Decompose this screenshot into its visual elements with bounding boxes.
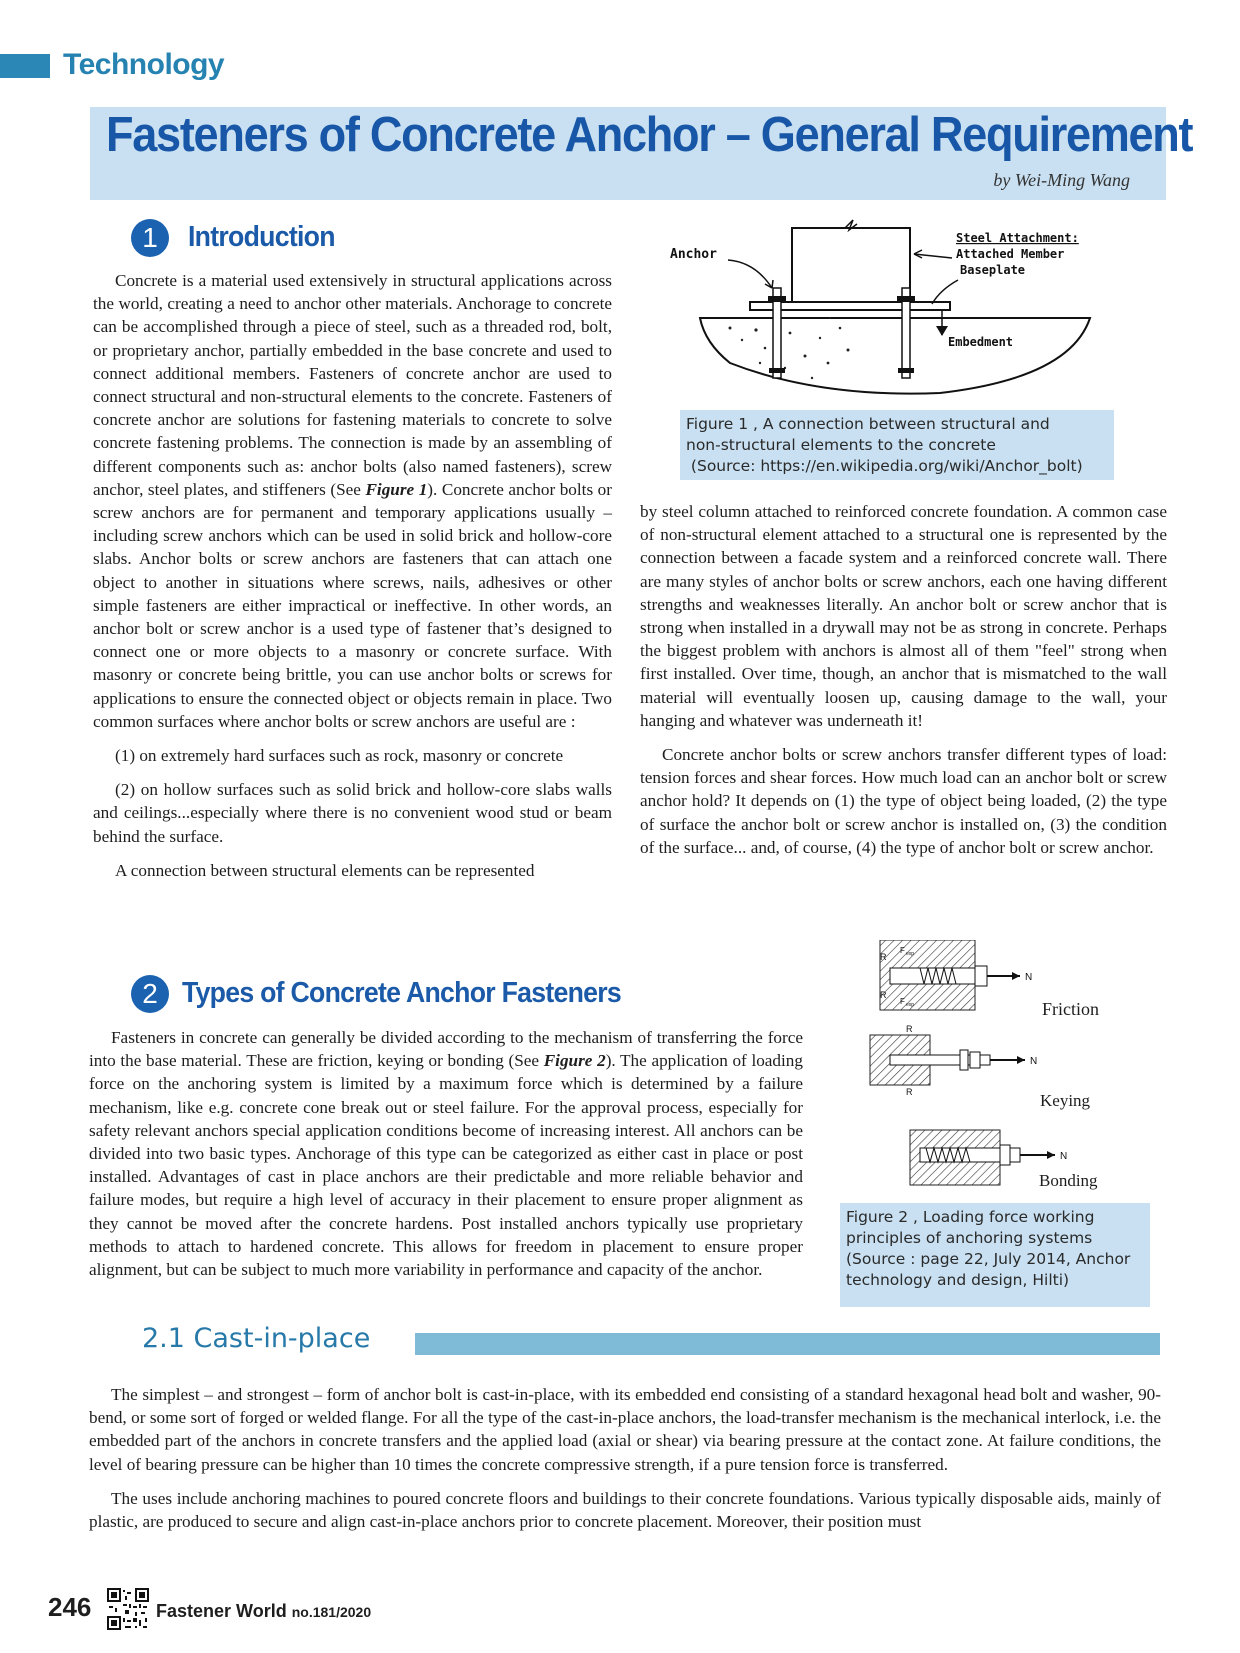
caption-line: Figure 1 , A connection between structural and [686, 415, 1050, 433]
figure2-anchoring-principles [860, 940, 1160, 1190]
types-text-b: ). The application of loading force on the anchoring system is limited by a maximum force which is determined by a failure mechanism, like e.g. concrete cone break out or steel failure. For the approval process, especially for safety relevant anchors special application conditions become of increasing interest. All anchors can be divided into two basic types. Anchorage of this type can be categorized as either cast in place or post installed. Advantages of cast in place anchors are their predictable and more reliable behavior and failure modes, but require a high level of accuracy in their placement to ensure proper alignment as they cannot be moved after the concrete hardens. Post installed anchors typically use proprietary methods to attach to hardened concrete. This allows for freedom in placement to ensure proper alignment, but can be subject to much more variability in performance and capacity of the anchor. [89, 1051, 803, 1280]
label-bonding: Bonding [1039, 1171, 1098, 1190]
article-title: Fasteners of Concrete Anchor – General Requirement [106, 108, 1193, 162]
caption-line: (Source : page 22, July 2014, Anchor [846, 1250, 1131, 1268]
list-item-2: (2) on hollow surfaces such as solid brick and hollow-core slabs walls and ceilings...especially where there is no convenient wood stud or beam behind the surface. [93, 780, 612, 846]
types-paragraph [89, 1026, 803, 1281]
section-number-badge: 1 [131, 219, 169, 257]
label-anchor: Anchor [670, 247, 717, 262]
intro-left-column [93, 269, 612, 893]
section-heading-introduction: Introduction [188, 221, 335, 253]
intro-text-b: ). Concrete anchor bolts or screw anchors are for permanent and temporary applications usually – including screw anchors which can be used in solid brick and hollow-core slabs. Anchor bolts or screw anchors are fasteners that can attach one object to another in situations where screws, nails, adhesives or other simple fasteners are either impractical or ineffective. In other words, an anchor bolt or screw anchor is a used type of fastener that’s designed to connect one or more objects to a masonry or concrete surface. With masonry or concrete being brittle, you can use anchor bolts or screws for applications to ensure the connected object or objects remain in place. Two common surfaces where anchor bolts or screw anchors are useful are : [93, 479, 612, 731]
intro-paragraph [93, 269, 612, 733]
intro-text-a: Concrete is a material used extensively in structural applications across the world, creating a need to anchor other materials. Anchorage to concrete can be accomplished through a piece of steel, such as a threaded rod, bolt, or proprietary anchor, partially embedded in the base concrete and used to connect additional members. Fasteners of concrete anchor are used to connect structural and non-structural elements to the concrete. Fasteners of concrete anchor are solutions for fastening materials to concrete to solve concrete fastening problems. The connection is made by an assembling of different components such as: anchor bolts (also named fasteners), screw anchor, steel plates, and stiffeners (See [93, 271, 612, 499]
figure1-anchor-diagram [670, 218, 1110, 418]
figure1-reference: Figure 1 [365, 479, 428, 499]
section-heading-types: Types of Concrete Anchor Fasteners [182, 977, 622, 1009]
types-text-a: Fasteners in concrete can generally be divided according to the mechanism of transferring the force into the base material. These are friction, keying or bonding (See [89, 1028, 803, 1071]
cast-in-place-column [89, 1383, 1161, 1544]
caption-line: non-structural elements to the concrete [686, 436, 996, 454]
label-steel-attachment: Steel Attachment: [956, 231, 1079, 245]
caption-line: (Source: https://en.wikipedia.org/wiki/Anchor_bolt) [686, 457, 1083, 475]
keying-anchor-drawing [870, 1024, 1091, 1110]
subsection-heading-cast-in-place: 2.1 Cast-in-place [142, 1323, 371, 1354]
paragraph-3: Concrete anchor bolts or screw anchors transfer different types of load: tension forces and shear forces. How much load can an anchor bolt or screw anchor hold? It depends on (1) the type of object being loaded, (2) the type of surface the anchor bolt or screw anchor is installed on, (3) the condition of the surface... and, of course, (4) the type of anchor bolt or screw anchor. [640, 745, 1167, 857]
figure1-caption [680, 410, 1114, 480]
paragraph-2-continuation: by steel column attached to reinforced concrete foundation. A common case of non-structural element attached to a structural one is represented by the connection between a facade system and a reinforced concrete wall. There are many styles of anchor bolts or screw anchors, each one having different strengths and weaknesses literally. An anchor bolt or screw anchor that is strong when installed in a drywall may not be as strong in concrete. Perhaps the biggest problem with anchors is almost all of them "feel" strong when first installed. Over time, though, an anchor that is mismatched to the wall material will eventually loosen up, causing damage to the wall, your hanging and whatever was underneath it! [640, 502, 1167, 730]
section-label: Technology [63, 48, 225, 81]
force-n-label: N [1025, 972, 1033, 983]
fexp-label: F [900, 946, 905, 955]
magazine-name [156, 1601, 371, 1622]
fexp-sub-label: exp [906, 951, 915, 957]
force-n-label: N [1030, 1056, 1038, 1067]
reaction-r-label: R [906, 1024, 913, 1034]
issue-number: no.181/2020 [291, 1604, 372, 1620]
subsection-heading-bar [415, 1333, 1160, 1355]
caption-line: principles of anchoring systems [846, 1229, 1093, 1247]
label-baseplate: Baseplate [960, 263, 1026, 277]
reaction-r-label: R [880, 952, 887, 962]
fexp-label: F [900, 997, 905, 1006]
brand-name: Fastener World [156, 1601, 287, 1621]
reaction-r-label: R [880, 990, 887, 1000]
list-item-1: (1) on extremely hard surfaces such as rock, masonry or concrete [115, 746, 564, 766]
page-number: 246 [48, 1592, 92, 1622]
label-keying: Keying [1040, 1091, 1091, 1110]
label-friction: Friction [1042, 999, 1099, 1019]
byline: by Wei-Ming Wang [993, 170, 1130, 190]
label-attached-member: Attached Member [956, 247, 1065, 261]
friction-anchor-drawing [880, 940, 1099, 1019]
caption-line: technology and design, Hilti) [846, 1271, 1070, 1289]
cast-paragraph-1: The simplest – and strongest – form of anchor bolt is cast-in-place, with its embedded end consisting of a standard hexagonal head bolt and washer, 90-bend, or some sort of forged or welded flange. For all the type of the cast-in-place anchors, the load-transfer mechanism is the mechanical interlock, i.e. the embedded part of the anchors in concrete transfers and the applied load (axial or shear) via bearing pressure at the contact zone. At failure conditions, the level of bearing pressure can be higher than 10 times the concrete compressive strength, if a pure tension force is transferred. [89, 1385, 1161, 1474]
intro-right-column [640, 500, 1167, 870]
qr-code-icon [107, 1588, 149, 1630]
reaction-r-label: R [906, 1087, 913, 1097]
section-tab-marker [0, 54, 50, 78]
label-embedment: Embedment [948, 335, 1014, 349]
fexp-sub-label: exp [906, 1002, 915, 1008]
section-number-badge: 2 [131, 975, 169, 1013]
caption-line: Figure 2 , Loading force working [846, 1208, 1095, 1226]
figure2-reference: Figure 2 [543, 1051, 606, 1071]
cast-paragraph-2: The uses include anchoring machines to poured concrete floors and buildings to their concrete foundations. Various typically disposable aids, mainly of plastic, are produced to secure and align cast-in-place anchors prior to concrete placement. Moreover, their position must [89, 1488, 1161, 1532]
figure2-caption [840, 1203, 1150, 1307]
bonding-anchor-drawing [910, 1130, 1098, 1190]
types-column [89, 1026, 803, 1292]
force-n-label: N [1060, 1151, 1068, 1162]
paragraph-2-start: A connection between structural elements can be represented [115, 860, 535, 880]
